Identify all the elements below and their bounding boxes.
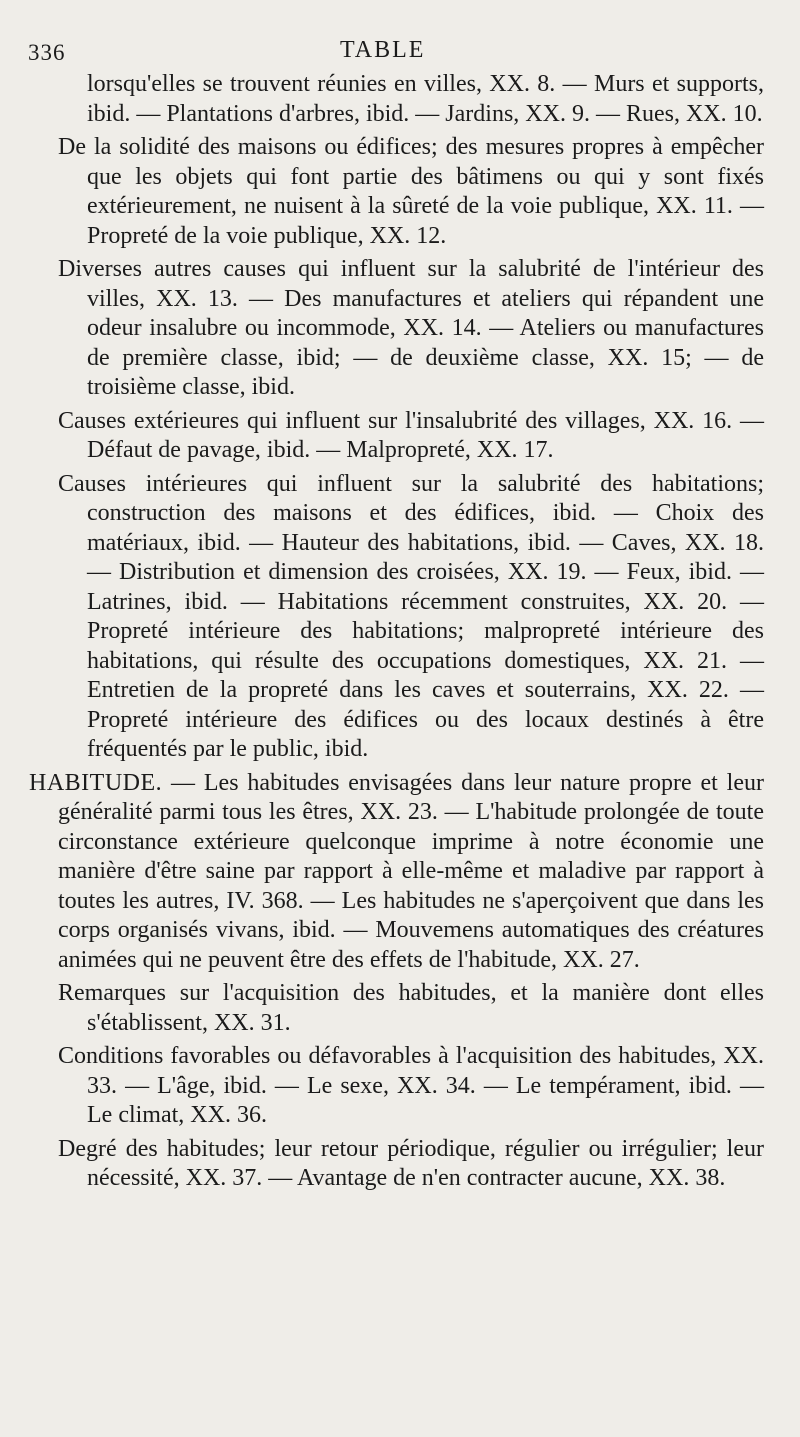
index-entry: Remarques sur l'acquisition des habitudes, et la manière dont elles s'établissent, XX. 31.	[58, 980, 764, 1036]
index-entry-major	[29, 769, 764, 976]
index-entry: Conditions favorables ou défavorables à l'acquisition des habitudes, XX. 33. — L'âge, ibid. — Le sexe, XX. 34. — Le tempérament, ibid. — Le climat, XX. 36.	[58, 1043, 764, 1128]
index-entry: Degré des habitudes; leur retour périodique, régulier ou irrégulier; leur nécessité, XX. 37. — Avantage de n'en contracter aucune, XX. 38.	[58, 1135, 764, 1191]
running-head: TABLE	[340, 37, 426, 63]
index-entry: De la solidité des maisons ou édifices; des mesures propres à empêcher que les objets qui font partie des bâtimens ou qui y sont fixés extérieurement, ne nuisent à la sûreté de la voie publique, XX. 11. — Propreté de la voie publique, XX. 12.	[58, 134, 764, 249]
index-entry: Causes intérieures qui influent sur la salubrité des habitations; construction des maisons et des édifices, ibid. — Choix des matériaux, ibid. — Hauteur des habitations, ibid. — Caves, XX. 18. — Distribution et dimension des croisées, XX. 19. — Feux, ibid. — Latrines, ibid. — Habitations récemment construites, XX. 20. — Propreté intérieure des habitations; malpropreté intérieure des habitations, qui résulte des occupations domestiques, XX. 21. — Entretien de la propreté dans les caves et souterrains, XX. 22. — Propreté intérieure des édifices ou des locaux destinés à être fréquentés par le public, ibid.	[58, 470, 764, 762]
index-entry: Causes extérieures qui influent sur l'insalubrité des villages, XX. 16. — Défaut de pavage, ibid. — Malpropreté, XX. 17.	[58, 407, 764, 463]
index-text	[29, 70, 764, 1198]
index-entry-text: — Les habitudes envisagées dans leur nature propre et leur généralité parmi tous les êtres, XX. 23. — L'habitude prolongée de toute circonstance extérieure quelconque imprime à notre économie une manière d'être saine par rapport à elle-même et maladive par rapport à toutes les autres, IV. 368. — Les habitudes ne s'aperçoivent que dans les corps organisés vivans, ibid. — Mouvemens automatiques des créatures animées qui ne peuvent être des effets de l'habitude, XX. 27.	[58, 769, 764, 973]
headword: HABITUDE.	[29, 769, 163, 796]
index-entry: Diverses autres causes qui influent sur la salubrité de l'intérieur des villes, XX. 13. — Des manufactures et ateliers qui répandent une odeur insalubre ou incommode, XX. 14. — Ateliers ou manufactures de première classe, ibid; — de deuxième classe, XX. 15; — de troisième classe, ibid.	[58, 256, 764, 400]
index-entry-continuation: lorsqu'elles se trouvent réunies en villes, XX. 8. — Murs et supports, ibid. — Plantations d'arbres, ibid. — Jardins, XX. 9. — Rues, XX. 10.	[87, 71, 764, 127]
page-number: 336	[28, 40, 66, 65]
